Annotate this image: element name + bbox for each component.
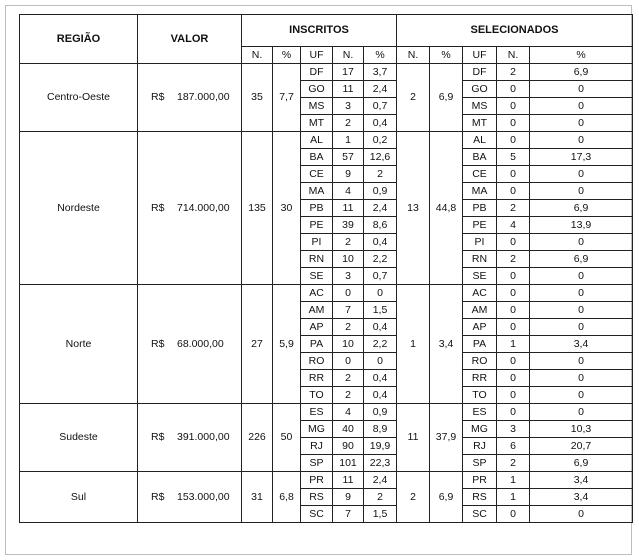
state-insc-pct: 1,5 xyxy=(364,506,397,523)
region-valor xyxy=(138,285,242,404)
state-insc-uf: RO xyxy=(301,353,333,370)
state-insc-uf: CE xyxy=(301,166,333,183)
header-insc-uf-pct: % xyxy=(364,47,397,64)
state-insc-uf: PB xyxy=(301,200,333,217)
currency-symbol: R$ xyxy=(151,201,165,214)
state-insc-uf: SC xyxy=(301,506,333,523)
header-sel-uf: UF xyxy=(463,47,497,64)
state-sel-uf: RS xyxy=(463,489,497,506)
state-insc-n: 11 xyxy=(333,472,364,489)
valor-amount: 187.000,00 xyxy=(177,91,230,103)
region-insc-n: 27 xyxy=(242,285,273,404)
state-sel-n: 2 xyxy=(497,200,530,217)
state-sel-pct: 6,9 xyxy=(530,64,633,81)
table-row xyxy=(20,64,633,81)
state-insc-pct: 2,4 xyxy=(364,472,397,489)
state-insc-pct: 0 xyxy=(364,353,397,370)
state-sel-pct: 3,4 xyxy=(530,472,633,489)
state-sel-uf: TO xyxy=(463,387,497,404)
state-sel-n: 2 xyxy=(497,251,530,268)
state-insc-uf: PE xyxy=(301,217,333,234)
state-sel-uf: MA xyxy=(463,183,497,200)
state-sel-uf: BA xyxy=(463,149,497,166)
header-insc-pct: % xyxy=(273,47,301,64)
state-sel-n: 0 xyxy=(497,319,530,336)
region-insc-pct: 5,9 xyxy=(273,285,301,404)
state-sel-n: 5 xyxy=(497,149,530,166)
state-sel-n: 1 xyxy=(497,336,530,353)
header-sel-uf-pct: % xyxy=(530,47,633,64)
valor-amount: 68.000,00 xyxy=(177,337,224,350)
state-sel-pct: 6,9 xyxy=(530,200,633,217)
state-insc-n: 2 xyxy=(333,319,364,336)
region-valor xyxy=(138,64,242,132)
state-sel-uf: RR xyxy=(463,370,497,387)
state-insc-uf: RS xyxy=(301,489,333,506)
table-body xyxy=(20,64,633,523)
state-sel-uf: RO xyxy=(463,353,497,370)
state-insc-pct: 8,6 xyxy=(364,217,397,234)
region-valor xyxy=(138,132,242,285)
state-sel-uf: GO xyxy=(463,81,497,98)
state-sel-pct: 3,4 xyxy=(530,489,633,506)
region-name: Centro-Oeste xyxy=(20,64,138,132)
state-insc-uf: PA xyxy=(301,336,333,353)
state-sel-pct: 6,9 xyxy=(530,251,633,268)
state-insc-pct: 0,4 xyxy=(364,370,397,387)
region-sel-pct: 37,9 xyxy=(430,404,463,472)
state-sel-uf: DF xyxy=(463,64,497,81)
state-sel-pct: 0 xyxy=(530,268,633,285)
header-inscritos: INSCRITOS xyxy=(242,15,397,47)
state-sel-pct: 0 xyxy=(530,370,633,387)
state-insc-pct: 0,4 xyxy=(364,387,397,404)
state-insc-pct: 2,4 xyxy=(364,200,397,217)
state-sel-pct: 0 xyxy=(530,81,633,98)
valor-amount: 153.000,00 xyxy=(177,490,230,503)
state-sel-n: 0 xyxy=(497,81,530,98)
state-sel-pct: 0 xyxy=(530,183,633,200)
state-sel-n: 1 xyxy=(497,472,530,489)
state-insc-pct: 0,4 xyxy=(364,115,397,132)
region-insc-n: 31 xyxy=(242,472,273,523)
valor-amount: 391.000,00 xyxy=(177,431,230,443)
state-insc-n: 9 xyxy=(333,166,364,183)
state-sel-n: 0 xyxy=(497,98,530,115)
state-sel-uf: ES xyxy=(463,404,497,421)
region-sel-n: 13 xyxy=(397,132,430,285)
state-insc-n: 17 xyxy=(333,64,364,81)
header-regiao: REGIÃO xyxy=(20,15,138,64)
state-sel-pct: 0 xyxy=(530,353,633,370)
header-insc-n: N. xyxy=(242,47,273,64)
state-sel-pct: 3,4 xyxy=(530,336,633,353)
state-insc-pct: 2 xyxy=(364,489,397,506)
table-row xyxy=(20,285,633,302)
state-insc-pct: 2,2 xyxy=(364,336,397,353)
state-insc-n: 57 xyxy=(333,149,364,166)
state-insc-n: 2 xyxy=(333,370,364,387)
region-name: Norte xyxy=(20,285,138,404)
state-insc-n: 0 xyxy=(333,285,364,302)
region-sel-n: 1 xyxy=(397,285,430,404)
state-sel-n: 0 xyxy=(497,234,530,251)
state-sel-pct: 0 xyxy=(530,387,633,404)
state-insc-uf: MG xyxy=(301,421,333,438)
document-frame xyxy=(5,5,632,555)
region-insc-pct: 7,7 xyxy=(273,64,301,132)
state-insc-n: 1 xyxy=(333,132,364,149)
region-table xyxy=(19,14,633,523)
state-insc-pct: 2,4 xyxy=(364,81,397,98)
table-row xyxy=(20,132,633,149)
table-header xyxy=(20,15,633,64)
header-insc-uf: UF xyxy=(301,47,333,64)
state-insc-pct: 1,5 xyxy=(364,302,397,319)
state-sel-n: 2 xyxy=(497,64,530,81)
region-valor xyxy=(138,472,242,523)
state-insc-n: 90 xyxy=(333,438,364,455)
state-sel-n: 0 xyxy=(497,183,530,200)
state-sel-n: 0 xyxy=(497,285,530,302)
state-sel-n: 0 xyxy=(497,132,530,149)
state-insc-pct: 2,2 xyxy=(364,251,397,268)
state-insc-pct: 0,9 xyxy=(364,183,397,200)
region-name: Nordeste xyxy=(20,132,138,285)
state-insc-uf: TO xyxy=(301,387,333,404)
state-insc-uf: AC xyxy=(301,285,333,302)
state-insc-pct: 0,9 xyxy=(364,404,397,421)
state-sel-uf: AL xyxy=(463,132,497,149)
state-insc-uf: RR xyxy=(301,370,333,387)
currency-symbol: R$ xyxy=(151,91,165,103)
state-insc-uf: AL xyxy=(301,132,333,149)
state-sel-n: 0 xyxy=(497,166,530,183)
state-sel-pct: 0 xyxy=(530,234,633,251)
state-insc-uf: MS xyxy=(301,98,333,115)
state-sel-n: 0 xyxy=(497,353,530,370)
state-sel-n: 0 xyxy=(497,404,530,421)
header-valor: VALOR xyxy=(138,15,242,64)
state-insc-pct: 0,4 xyxy=(364,319,397,336)
state-sel-n: 0 xyxy=(497,302,530,319)
table-row xyxy=(20,404,633,421)
state-insc-n: 0 xyxy=(333,353,364,370)
region-insc-n: 135 xyxy=(242,132,273,285)
state-insc-pct: 0,4 xyxy=(364,234,397,251)
state-insc-uf: SP xyxy=(301,455,333,472)
state-sel-n: 1 xyxy=(497,489,530,506)
state-sel-uf: MS xyxy=(463,98,497,115)
region-sel-n: 11 xyxy=(397,404,430,472)
state-insc-n: 10 xyxy=(333,251,364,268)
state-sel-n: 0 xyxy=(497,268,530,285)
valor-amount: 714.000,00 xyxy=(177,201,230,214)
state-sel-pct: 0 xyxy=(530,115,633,132)
state-sel-pct: 0 xyxy=(530,319,633,336)
state-insc-n: 2 xyxy=(333,387,364,404)
state-sel-pct: 17,3 xyxy=(530,149,633,166)
region-insc-pct: 30 xyxy=(273,132,301,285)
region-sel-pct: 6,9 xyxy=(430,472,463,523)
state-insc-uf: PR xyxy=(301,472,333,489)
state-insc-n: 101 xyxy=(333,455,364,472)
header-insc-uf-n: N. xyxy=(333,47,364,64)
region-sel-n: 2 xyxy=(397,64,430,132)
state-insc-uf: RJ xyxy=(301,438,333,455)
state-sel-n: 0 xyxy=(497,387,530,404)
state-sel-pct: 0 xyxy=(530,506,633,523)
state-sel-uf: PB xyxy=(463,200,497,217)
region-sel-pct: 44,8 xyxy=(430,132,463,285)
state-sel-pct: 13,9 xyxy=(530,217,633,234)
currency-symbol: R$ xyxy=(151,337,165,350)
state-insc-n: 3 xyxy=(333,98,364,115)
region-insc-pct: 50 xyxy=(273,404,301,472)
currency-symbol: R$ xyxy=(151,431,165,443)
state-sel-uf: AC xyxy=(463,285,497,302)
state-insc-uf: MT xyxy=(301,115,333,132)
state-insc-pct: 8,9 xyxy=(364,421,397,438)
state-sel-pct: 0 xyxy=(530,285,633,302)
region-insc-pct: 6,8 xyxy=(273,472,301,523)
state-insc-uf: MA xyxy=(301,183,333,200)
region-sel-n: 2 xyxy=(397,472,430,523)
state-sel-uf: SP xyxy=(463,455,497,472)
region-insc-n: 226 xyxy=(242,404,273,472)
state-insc-uf: DF xyxy=(301,64,333,81)
header-sel-pct: % xyxy=(430,47,463,64)
state-insc-n: 7 xyxy=(333,302,364,319)
state-sel-n: 0 xyxy=(497,506,530,523)
state-sel-n: 3 xyxy=(497,421,530,438)
state-sel-uf: PA xyxy=(463,336,497,353)
state-sel-uf: SC xyxy=(463,506,497,523)
state-sel-uf: MG xyxy=(463,421,497,438)
header-sel-n: N. xyxy=(397,47,430,64)
state-insc-pct: 3,7 xyxy=(364,64,397,81)
state-sel-uf: RJ xyxy=(463,438,497,455)
state-sel-n: 6 xyxy=(497,438,530,455)
state-insc-pct: 2 xyxy=(364,166,397,183)
header-sel-uf-n: N. xyxy=(497,47,530,64)
state-insc-pct: 0,7 xyxy=(364,268,397,285)
state-insc-pct: 0,7 xyxy=(364,98,397,115)
state-insc-n: 10 xyxy=(333,336,364,353)
state-insc-n: 39 xyxy=(333,217,364,234)
state-insc-n: 4 xyxy=(333,404,364,421)
currency-symbol: R$ xyxy=(151,490,165,503)
region-name: Sudeste xyxy=(20,404,138,472)
state-insc-uf: BA xyxy=(301,149,333,166)
state-insc-n: 3 xyxy=(333,268,364,285)
state-insc-pct: 22,3 xyxy=(364,455,397,472)
state-insc-uf: GO xyxy=(301,81,333,98)
state-sel-pct: 0 xyxy=(530,302,633,319)
state-insc-uf: PI xyxy=(301,234,333,251)
region-valor xyxy=(138,404,242,472)
state-insc-n: 4 xyxy=(333,183,364,200)
state-sel-pct: 0 xyxy=(530,98,633,115)
state-sel-uf: PE xyxy=(463,217,497,234)
table-row xyxy=(20,472,633,489)
state-insc-uf: AP xyxy=(301,319,333,336)
state-insc-n: 11 xyxy=(333,200,364,217)
state-sel-uf: RN xyxy=(463,251,497,268)
state-sel-uf: PR xyxy=(463,472,497,489)
state-sel-uf: AM xyxy=(463,302,497,319)
state-sel-uf: MT xyxy=(463,115,497,132)
state-insc-pct: 12,6 xyxy=(364,149,397,166)
state-sel-pct: 0 xyxy=(530,404,633,421)
state-insc-pct: 19,9 xyxy=(364,438,397,455)
region-sel-pct: 3,4 xyxy=(430,285,463,404)
region-name: Sul xyxy=(20,472,138,523)
state-sel-pct: 0 xyxy=(530,132,633,149)
state-sel-uf: AP xyxy=(463,319,497,336)
state-insc-pct: 0 xyxy=(364,285,397,302)
state-insc-uf: RN xyxy=(301,251,333,268)
state-sel-pct: 10,3 xyxy=(530,421,633,438)
state-sel-uf: CE xyxy=(463,166,497,183)
header-selecionados: SELECIONADOS xyxy=(397,15,633,47)
state-insc-uf: AM xyxy=(301,302,333,319)
state-sel-n: 0 xyxy=(497,370,530,387)
state-insc-n: 11 xyxy=(333,81,364,98)
state-insc-n: 2 xyxy=(333,234,364,251)
state-sel-pct: 0 xyxy=(530,166,633,183)
state-insc-n: 40 xyxy=(333,421,364,438)
state-sel-uf: PI xyxy=(463,234,497,251)
state-insc-uf: SE xyxy=(301,268,333,285)
state-sel-pct: 6,9 xyxy=(530,455,633,472)
state-insc-uf: ES xyxy=(301,404,333,421)
state-sel-n: 2 xyxy=(497,455,530,472)
region-sel-pct: 6,9 xyxy=(430,64,463,132)
state-sel-n: 4 xyxy=(497,217,530,234)
region-insc-n: 35 xyxy=(242,64,273,132)
state-insc-pct: 0,2 xyxy=(364,132,397,149)
state-sel-pct: 20,7 xyxy=(530,438,633,455)
state-sel-uf: SE xyxy=(463,268,497,285)
state-sel-n: 0 xyxy=(497,115,530,132)
state-insc-n: 7 xyxy=(333,506,364,523)
state-insc-n: 9 xyxy=(333,489,364,506)
state-insc-n: 2 xyxy=(333,115,364,132)
